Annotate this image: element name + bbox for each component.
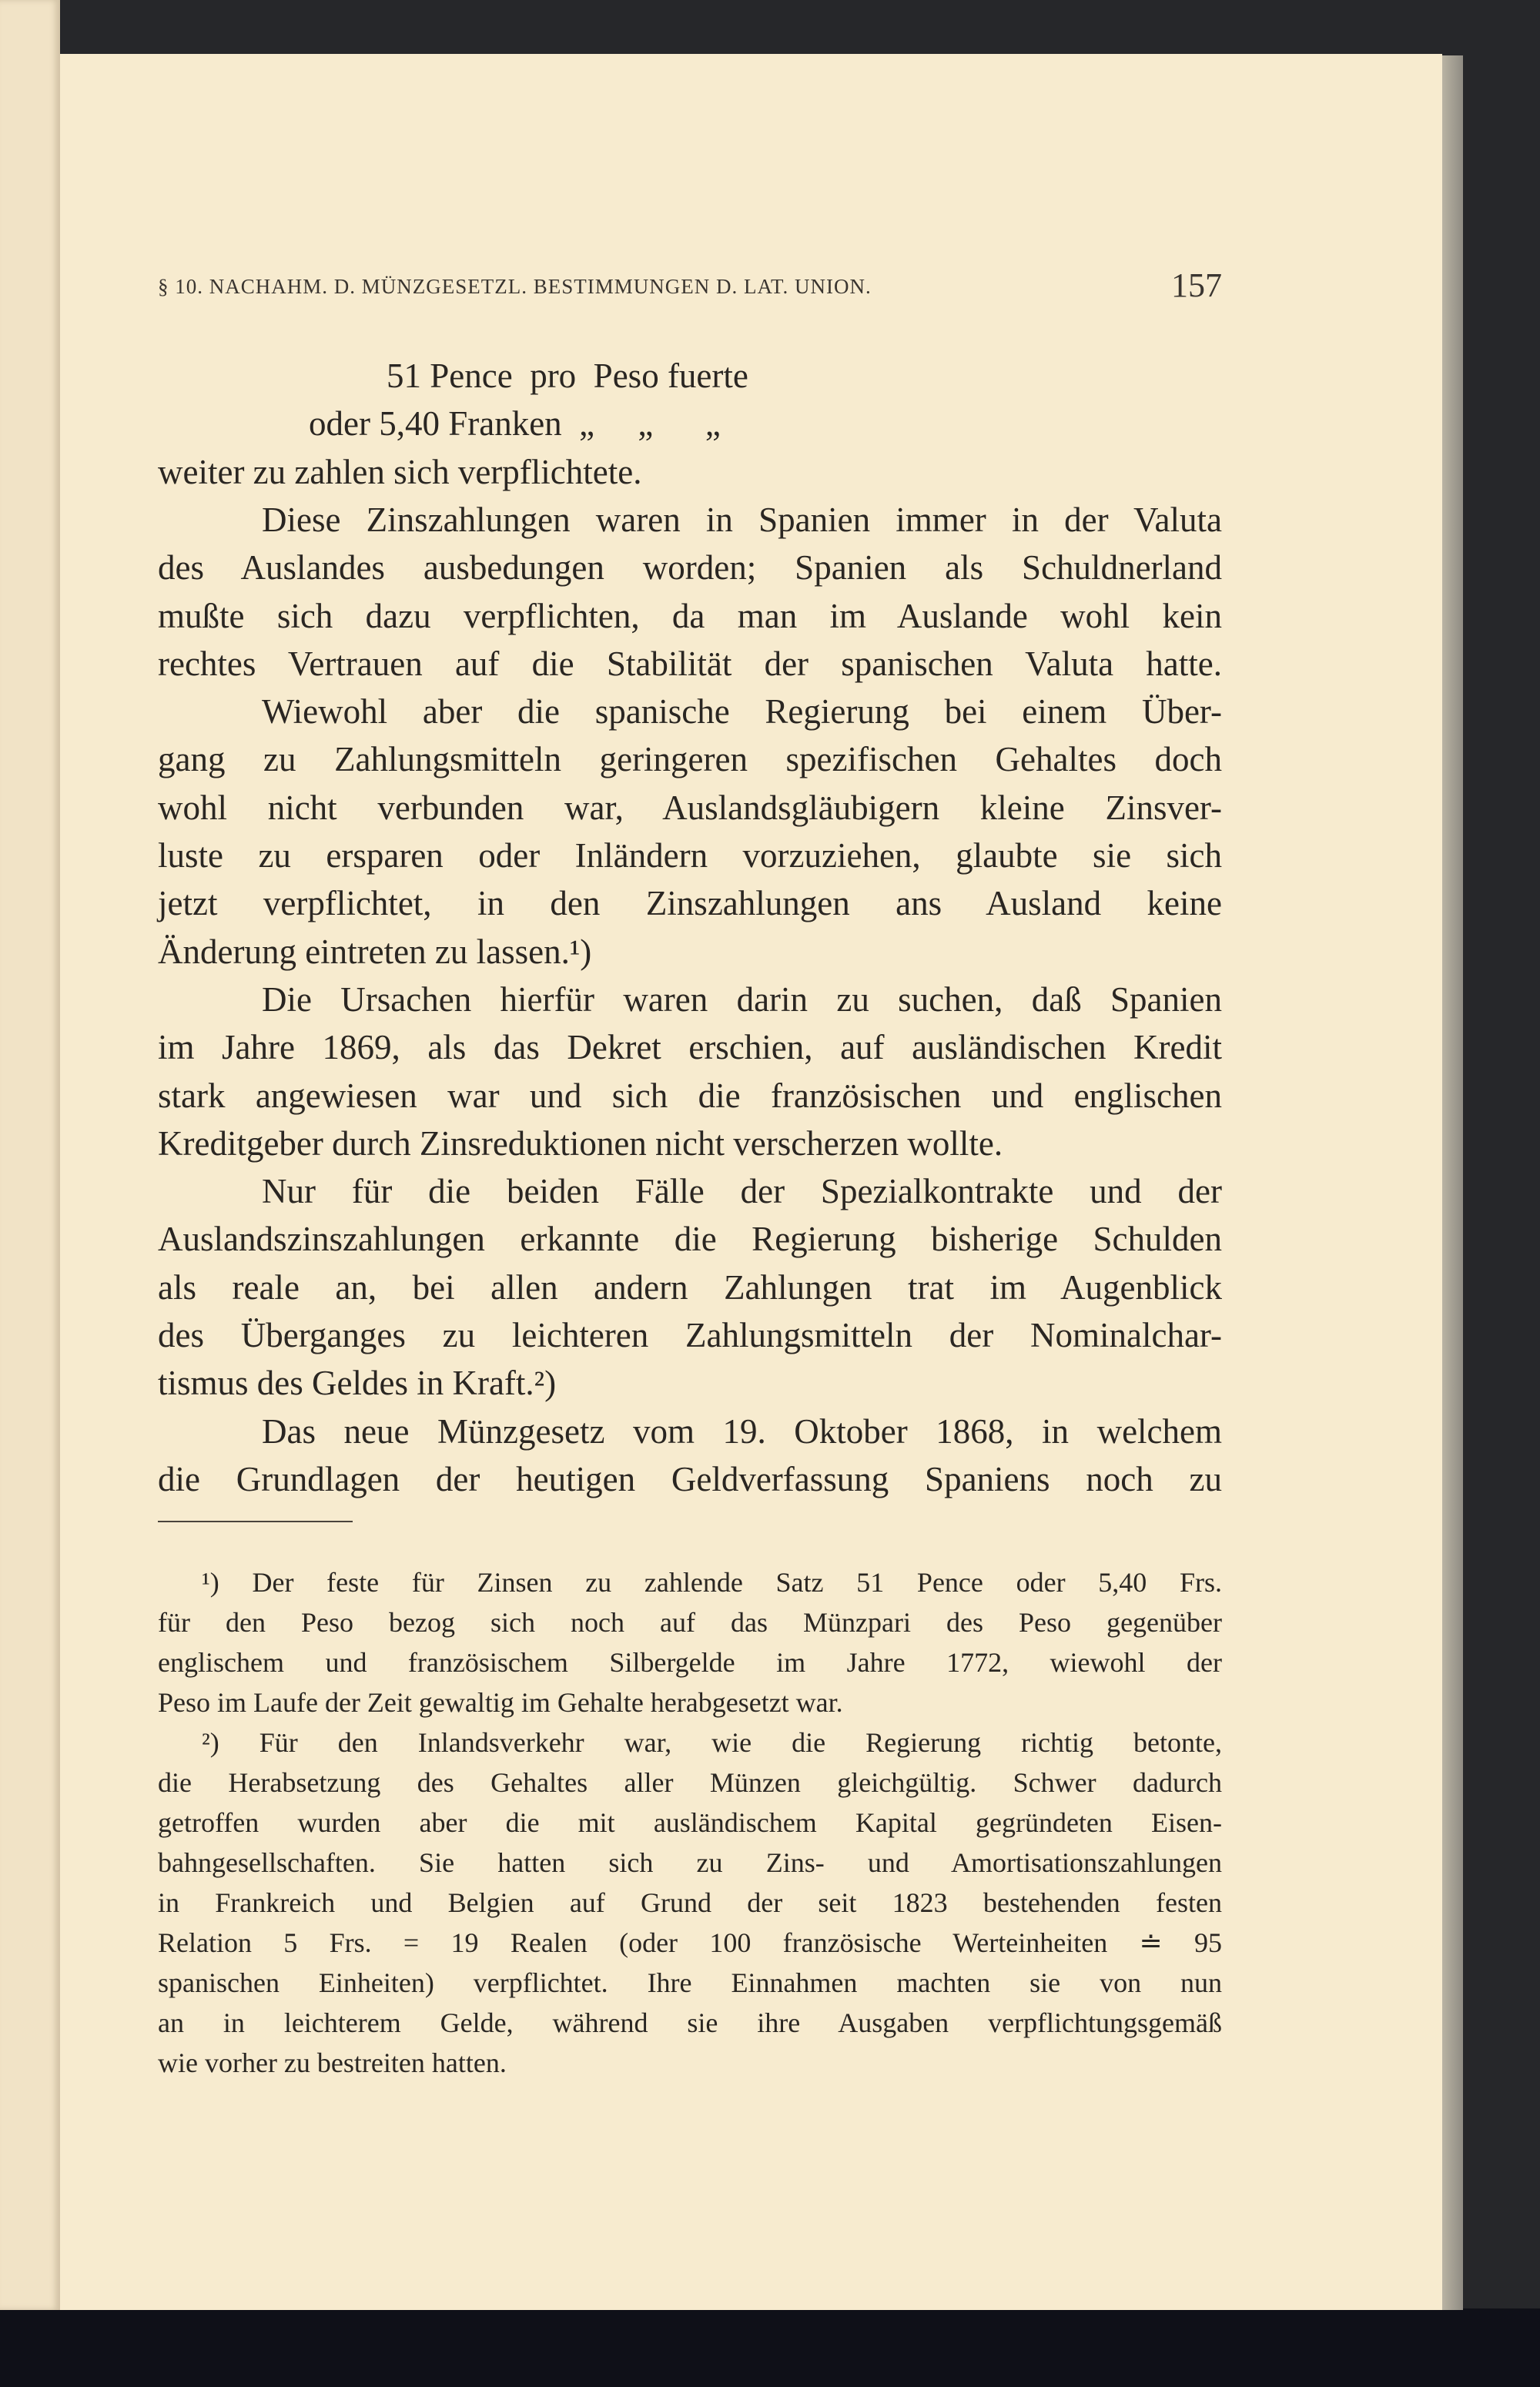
- body-line: Auslandszinszahlungen erkannte die Regierung bisherige Schulden: [158, 1220, 1222, 1259]
- footnote-line: in Frankreich und Belgien auf Grund der seit 1823 bestehenden festen: [158, 1887, 1222, 1918]
- footnote-line: an in leichterem Gelde, während sie ihre Ausgaben verpflichtungsgemäß: [158, 2007, 1222, 2038]
- footnote-line: ¹) Der feste für Zinsen zu zahlende Satz 51 Pence oder 5,40 Frs.: [202, 1567, 1222, 1598]
- body-line: als reale an, bei allen andern Zahlungen trat im Augenblick: [158, 1267, 1222, 1307]
- body-line: Diese Zinszahlungen waren in Spanien immer in der Valuta: [262, 500, 1222, 539]
- body-line: tismus des Geldes in Kraft.²): [158, 1364, 557, 1403]
- footnote-line: spanischen Einheiten) verpflichtet. Ihre Einnahmen machten sie von nun: [158, 1967, 1222, 1998]
- footnote-line: die Herabsetzung des Gehaltes aller Münzen gleichgültig. Schwer dadurch: [158, 1767, 1222, 1798]
- footnote-line: Peso im Laufe der Zeit gewaltig im Gehalte herabgesetzt war.: [158, 1687, 843, 1718]
- body-line: Nur für die beiden Fälle der Spezialkontrakte und der: [262, 1172, 1222, 1211]
- body-line: oder 5,40 Franken „ „ „: [309, 404, 721, 444]
- body-line: Wiewohl aber die spanische Regierung bei einem Über-: [262, 692, 1222, 732]
- body-line: rechtes Vertrauen auf die Stabilität der spanischen Valuta hatte.: [158, 644, 1222, 683]
- body-line: weiter zu zahlen sich verpflichtete.: [158, 452, 642, 491]
- body-line: des Auslandes ausbedungen worden; Spanien als Schuldnerland: [158, 548, 1222, 588]
- footnote-line: getroffen wurden aber die mit ausländischem Kapital gegründeten Eisen-: [158, 1807, 1222, 1838]
- scan-background: [0, 2308, 1540, 2387]
- body-line: luste zu ersparen oder Inländern vorzuziehen, glaubte sie sich: [158, 836, 1222, 875]
- body-line: 51 Pence pro Peso fuerte: [387, 357, 748, 395]
- page-number: 157: [1171, 266, 1222, 304]
- running-header: § 10. NACHAHM. D. MÜNZGESETZL. BESTIMMUNGEN D. LAT. UNION.: [158, 275, 872, 298]
- body-line: Änderung eintreten zu lassen.¹): [158, 932, 592, 971]
- footnote-line: wie vorher zu bestreiten hatten.: [158, 2047, 507, 2078]
- body-line: stark angewiesen war und sich die französischen und englischen: [158, 1076, 1222, 1115]
- body-line: wohl nicht verbunden war, Auslandsgläubigern kleine Zinsver-: [158, 788, 1222, 827]
- body-line: Die Ursachen hierfür waren darin zu suchen, daß Spanien: [262, 979, 1222, 1019]
- footnote-line: bahngesellschaften. Sie hatten sich zu Zins- und Amortisationszahlungen: [158, 1847, 1222, 1878]
- body-line: im Jahre 1869, als das Dekret erschien, auf ausländischen Kredit: [158, 1028, 1222, 1067]
- footnote-separator: [158, 1521, 353, 1522]
- body-line: jetzt verpflichtet, in den Zinszahlungen ans Ausland keine: [158, 884, 1222, 923]
- footnote-line: englischem und französischem Silbergelde im Jahre 1772, wiewohl der: [158, 1647, 1222, 1678]
- body-line: Kreditgeber durch Zinsreduktionen nicht verscherzen wollte.: [158, 1123, 1003, 1163]
- body-line: die Grundlagen der heutigen Geldverfassung Spaniens noch zu: [158, 1459, 1222, 1498]
- facing-page-edge: [0, 0, 60, 2310]
- body-line: mußte sich dazu verpflichten, da man im Auslande wohl kein: [158, 596, 1222, 635]
- footnote-line: ²) Für den Inlandsverkehr war, wie die Regierung richtig betonte,: [202, 1727, 1222, 1758]
- footnote-line: für den Peso bezog sich noch auf das Münzpari des Peso gegenüber: [158, 1607, 1222, 1638]
- body-line: gang zu Zahlungsmitteln geringeren spezifischen Gehaltes doch: [158, 740, 1222, 779]
- page-stack-edge: [1442, 55, 1463, 2310]
- body-line: des Überganges zu leichteren Zahlungsmitteln der Nominalchar-: [158, 1316, 1222, 1354]
- body-line: Das neue Münzgesetz vom 19. Oktober 1868, in welchem: [262, 1411, 1222, 1451]
- footnote-line: Relation 5 Frs. = 19 Realen (oder 100 französische Werteinheiten ≐ 95: [158, 1927, 1222, 1958]
